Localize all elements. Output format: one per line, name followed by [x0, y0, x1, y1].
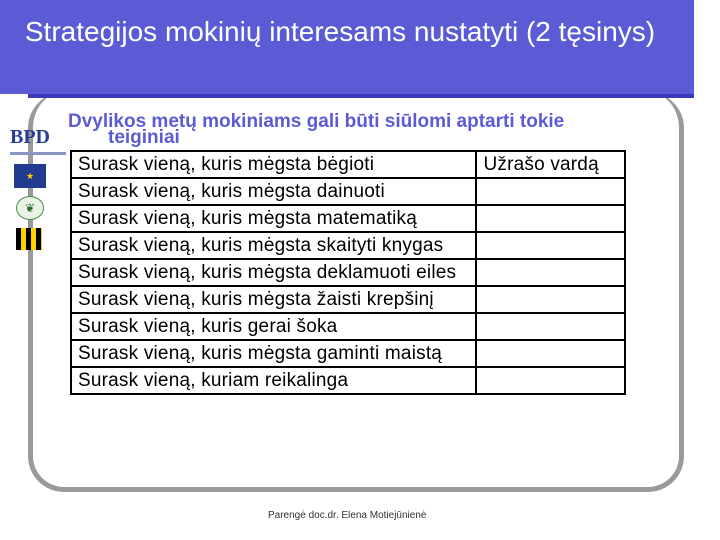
table-row: [71, 313, 625, 340]
table-row: [71, 151, 625, 178]
name-cell: [476, 340, 625, 367]
name-column-header: Užrašo vardą: [476, 151, 625, 178]
name-cell: [476, 205, 625, 232]
task-cell: Surask vieną, kuris mėgsta matematiką: [71, 205, 476, 232]
name-cell: [476, 259, 625, 286]
leaf-emblem-icon: ❦: [16, 196, 44, 220]
task-cell: Surask vieną, kuris mėgsta žaisti krepšinį: [71, 286, 476, 313]
title-bar: [0, 0, 694, 94]
footer-credit: Parengė doc.dr. Elena Motiejūnienė: [268, 510, 427, 521]
name-cell: [476, 367, 625, 394]
name-cell: [476, 232, 625, 259]
table-row: [71, 367, 625, 394]
task-cell: Surask vieną, kuris gerai šoka: [71, 313, 476, 340]
task-cell: Surask vieną, kuris mėgsta skaityti knygas: [71, 232, 476, 259]
interest-table: [70, 150, 626, 395]
bpd-logo-underline: [10, 152, 66, 155]
name-cell: [476, 286, 625, 313]
table-row: [71, 178, 625, 205]
table-row: [71, 205, 625, 232]
task-cell: Surask vieną, kuriam reikalinga: [71, 367, 476, 394]
table-row: [71, 259, 625, 286]
table-row: [71, 286, 625, 313]
eu-flag-icon: ★: [14, 164, 46, 188]
name-cell: [476, 313, 625, 340]
task-cell: Surask vieną, kuris mėgsta bėgioti: [71, 151, 476, 178]
task-cell: Surask vieną, kuris mėgsta deklamuoti eiles: [71, 259, 476, 286]
table-row: [71, 232, 625, 259]
task-cell: Surask vieną, kuris mėgsta dainuoti: [71, 178, 476, 205]
task-cell: Surask vieną, kuris mėgsta gaminti maistą: [71, 340, 476, 367]
striped-emblem-icon: [16, 228, 42, 250]
slide-title: Strategijos mokinių interesams nustatyti (2 tęsinys): [24, 16, 656, 47]
name-cell: [476, 178, 625, 205]
intro-line-1: Dvylikos metų mokiniams gali būti siūlomi aptarti tokie: [68, 111, 565, 132]
table-row: [71, 340, 625, 367]
bpd-logo: BPD: [10, 126, 50, 148]
intro-line-2: teiginiai: [108, 127, 180, 148]
title-divider: [28, 94, 694, 98]
